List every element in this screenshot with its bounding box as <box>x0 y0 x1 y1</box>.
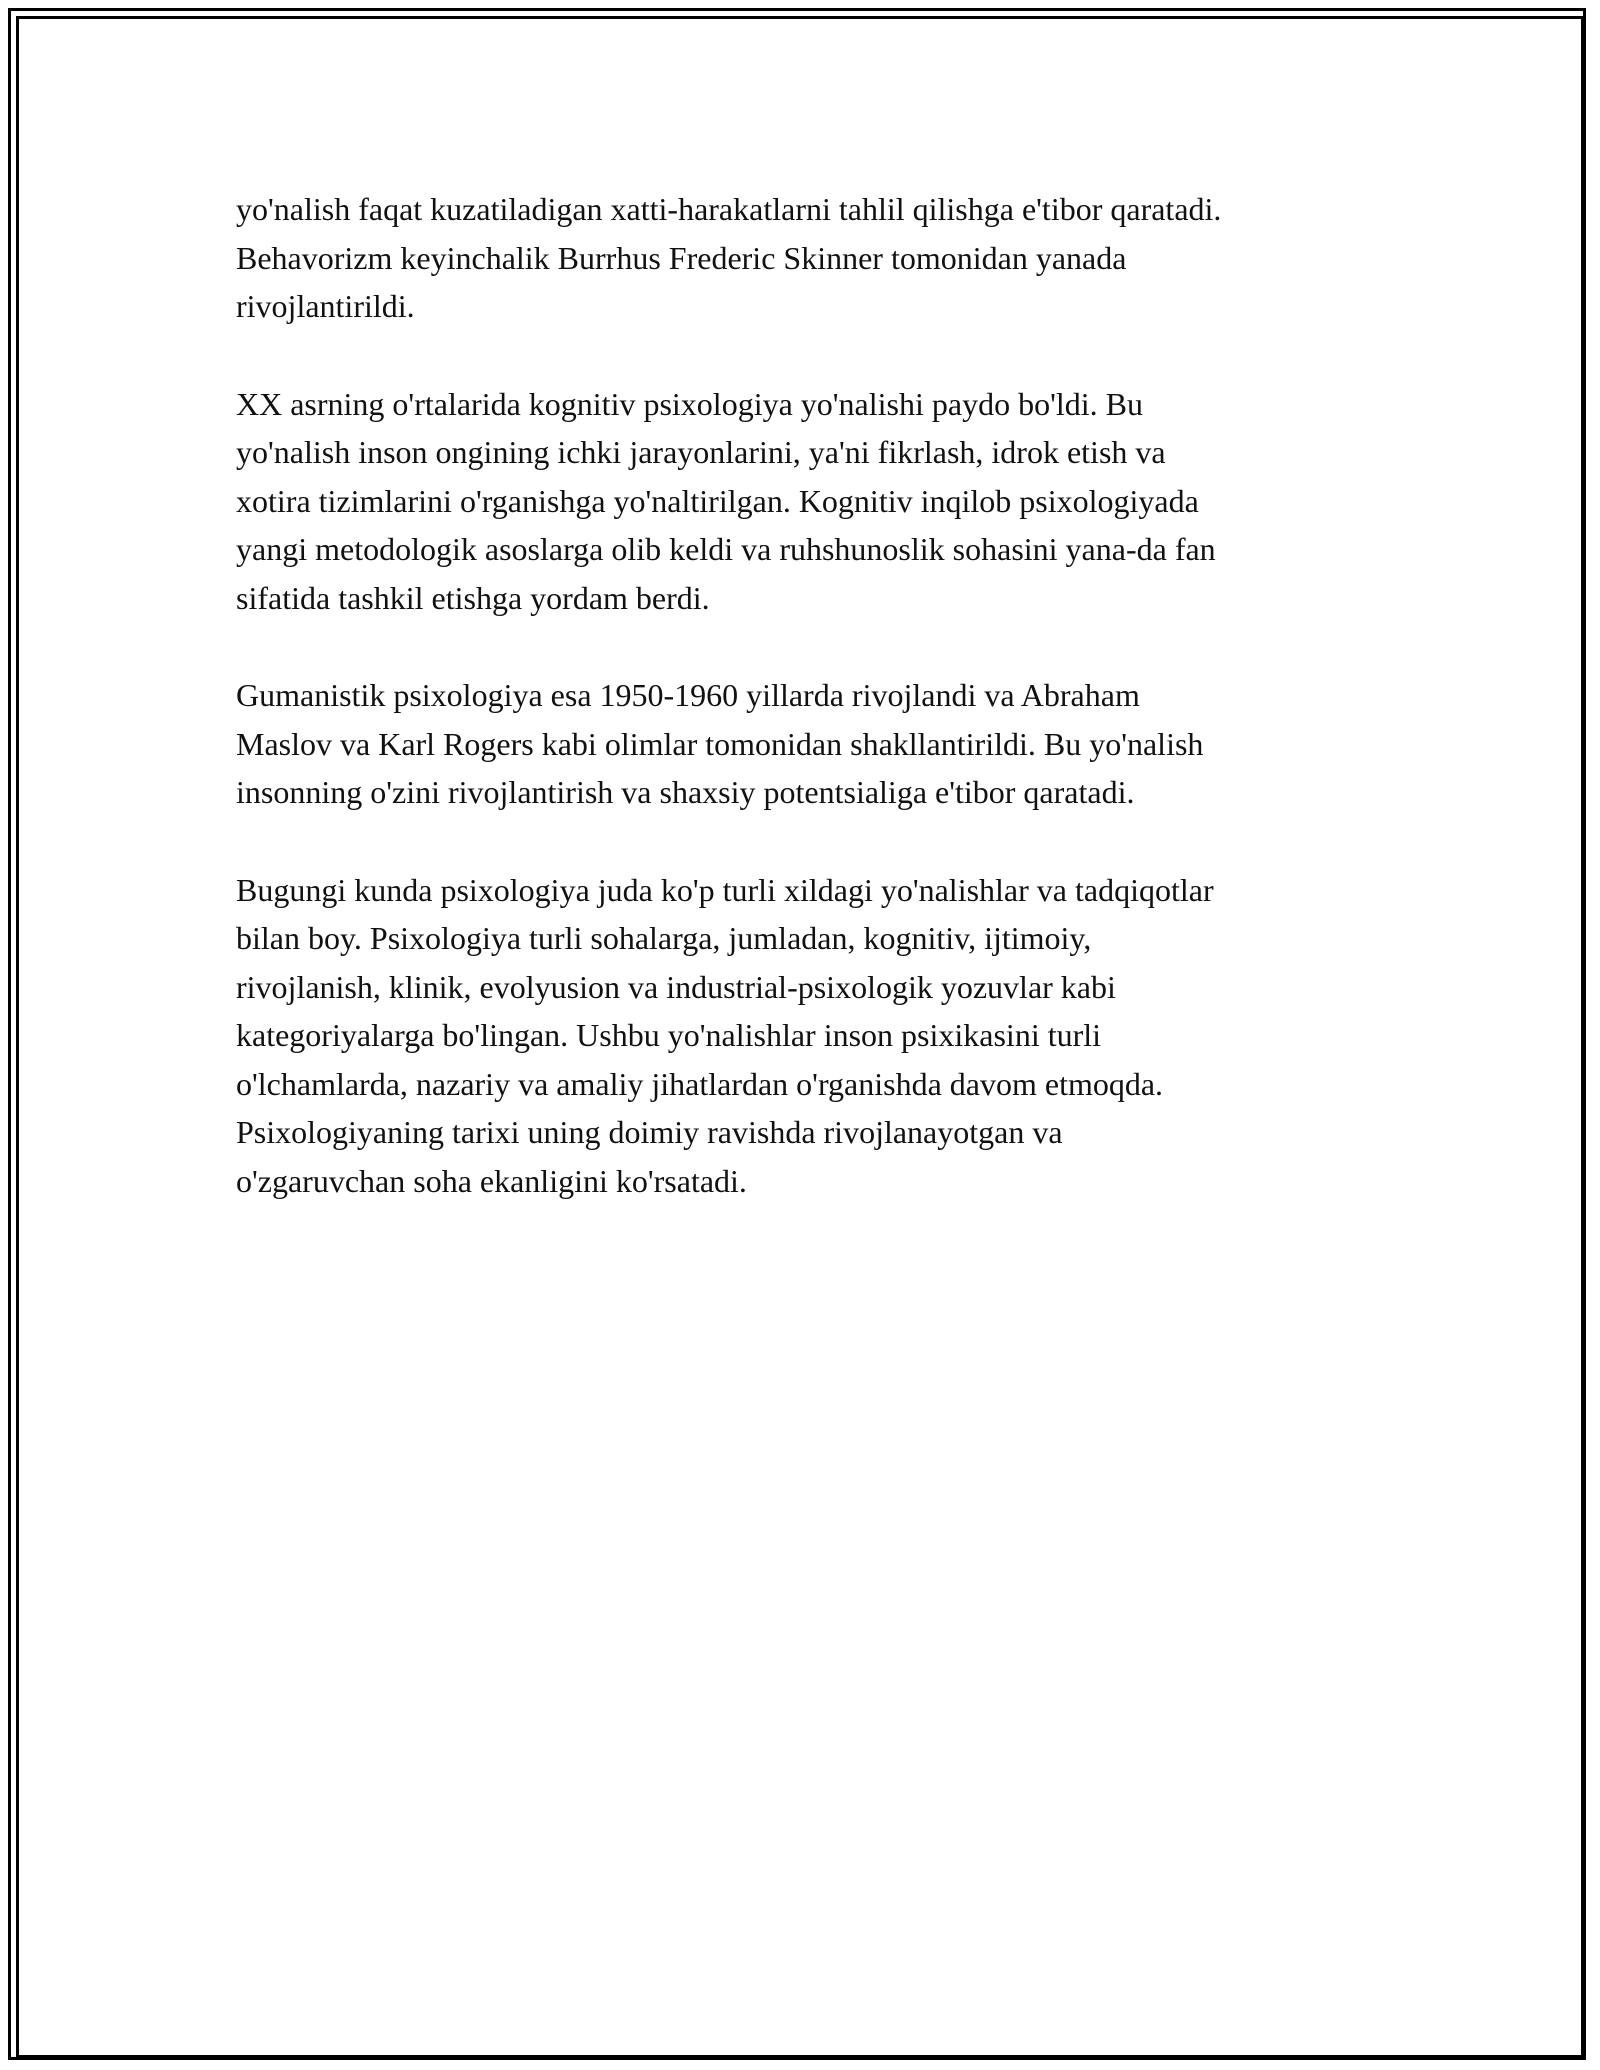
text-line: yo'nalish inson ongining ichki jarayonlarini, ya'ni fikrlash, idrok etish va <box>236 434 1166 470</box>
text-line: bilan boy. Psixologiya turli sohalarga, jumladan, kognitiv, ijtimoiy, <box>236 920 1092 956</box>
text-line: Behavorizm keyinchalik Burrhus Frederic Skinner tomonidan yanada <box>236 239 1127 276</box>
text-line: insonning o'zini rivojlantirish va shaxsiy potentsialiga e'tibor qaratadi. <box>236 774 1135 810</box>
paragraph-humanistic-psychology <box>236 671 1386 817</box>
text-line: xotira tizimlarini o'rganishga yo'naltirilgan. Kognitiv inqilob psixologiyada <box>236 482 1199 519</box>
text-line: kategoriyalarga bo'lingan. Ushbu yo'nalishlar inson psixikasini turli <box>236 1017 1102 1053</box>
text-line: sifatida tashkil etishga yordam berdi. <box>236 579 710 616</box>
text-line: Psixologiyaning tarixi uning doimiy ravishda rivojlanayotgan va <box>236 1114 1063 1150</box>
text-line: rivojlanish, klinik, evolyusion va industrial-psixologik yozuvlar kabi <box>236 968 1116 1005</box>
text-line: yangi metodologik asoslarga olib keldi va ruhshunoslik sohasini yana-da fan <box>236 531 1216 567</box>
text-line: yo'nalish faqat kuzatiladigan xatti-harakatlarni tahlil qilishga e'tibor qaratadi. <box>236 191 1222 227</box>
text-line: rivojlantirildi. <box>236 288 415 324</box>
paragraph-behaviorism <box>236 185 1386 331</box>
text-line: o'lchamlarda, nazariy va amaliy jihatlardan o'rganishda davom etmoqda. <box>236 1065 1164 1102</box>
text-line: XX asrning o'rtalarida kognitiv psixologiya yo'nalishi paydo bo'ldi. Bu <box>236 385 1143 422</box>
text-line: o'zgaruvchan soha ekanligini ko'rsatadi. <box>236 1162 747 1199</box>
paragraph-modern-psychology <box>236 866 1386 1206</box>
text-line: Bugungi kunda psixologiya juda ko'p turli xildagi yo'nalishlar va tadqiqotlar <box>236 871 1214 908</box>
document-body <box>236 185 1386 1254</box>
text-line: Gumanistik psixologiya esa 1950-1960 yillarda rivojlandi va Abraham <box>236 677 1140 713</box>
paragraph-cognitive-psychology <box>236 380 1386 623</box>
text-line: Maslov va Karl Rogers kabi olimlar tomonidan shakllantirildi. Bu yo'nalish <box>236 725 1204 762</box>
